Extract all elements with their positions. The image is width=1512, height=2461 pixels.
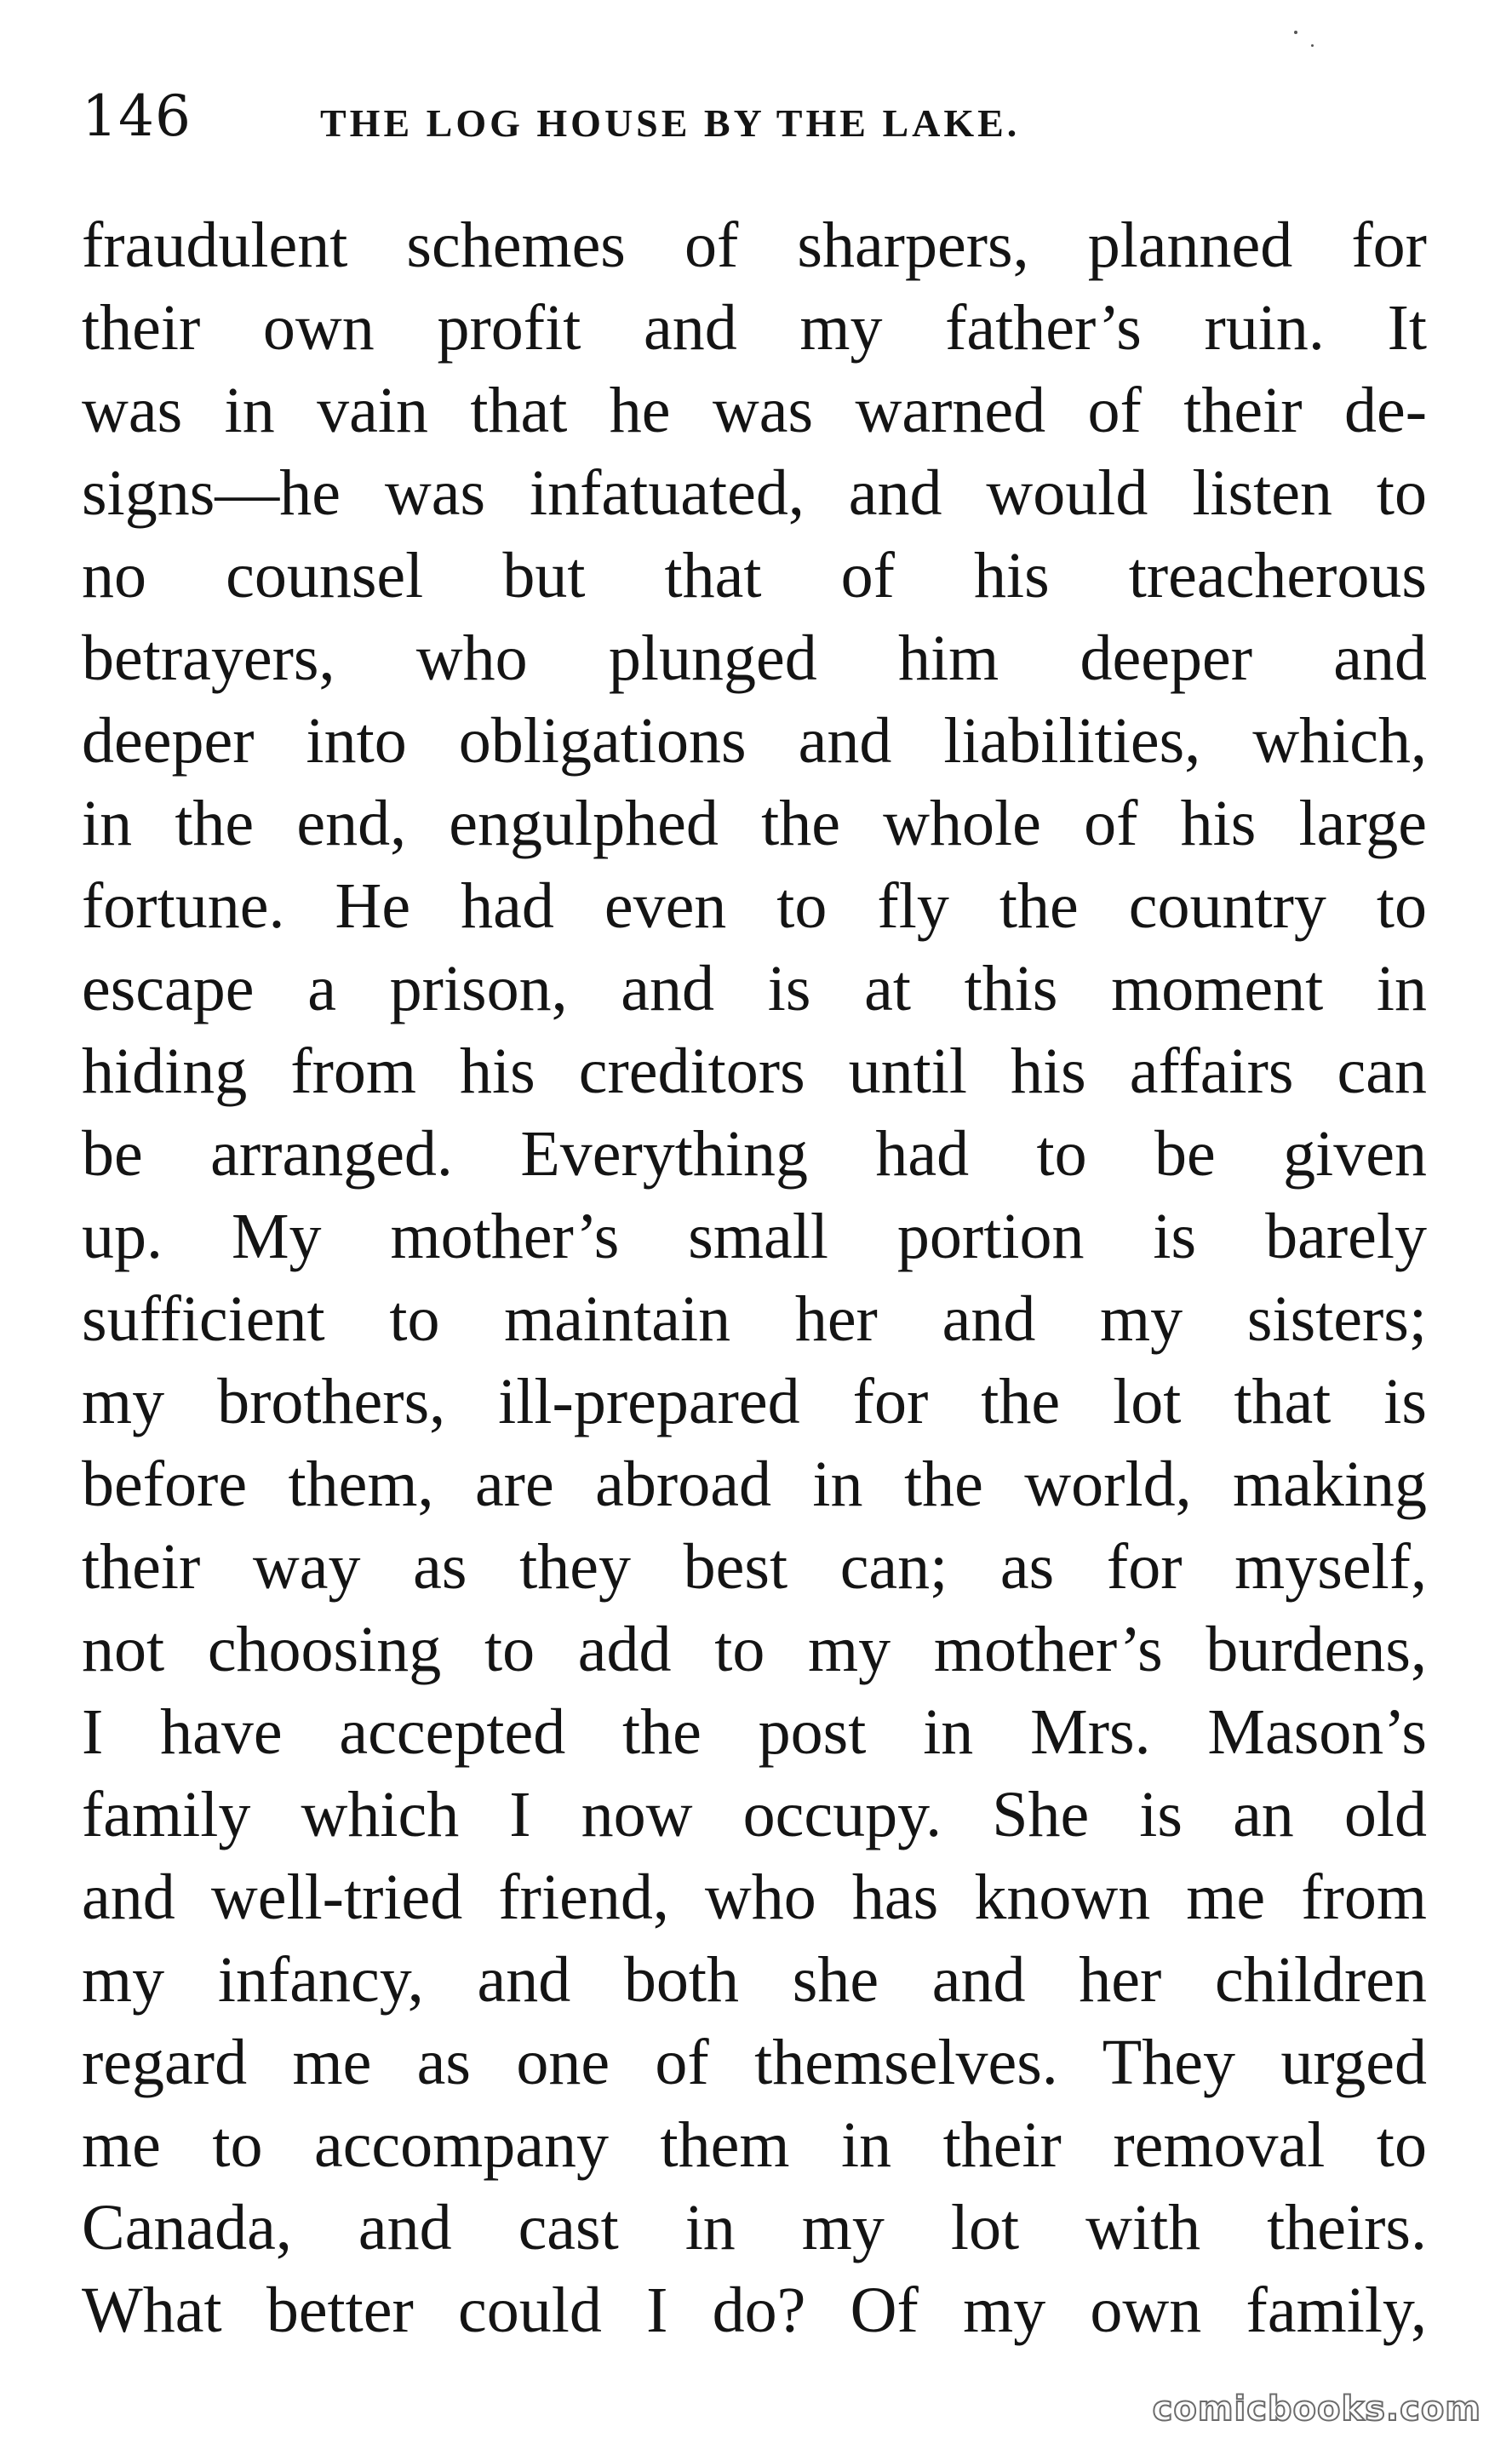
text-line: up. My mother’s small portion is barely — [82, 1201, 1427, 1272]
text-line: my infancy, and both she and her children — [82, 1944, 1427, 2016]
text-line: not choosing to add to my mother’s burdens, — [82, 1614, 1427, 1685]
text-line: escape a prison, and is at this moment in — [82, 953, 1427, 1024]
watermark: comicbooks.com — [1152, 2389, 1481, 2429]
text-line: signs—he was infatuated, and would listen to — [82, 457, 1427, 529]
text-line: their way as they best can; as for myself, — [82, 1531, 1427, 1603]
text-line: before them, are abroad in the world, making — [82, 1448, 1427, 1520]
page-number: 146 — [82, 83, 192, 149]
text-line: betrayers, who plunged him deeper and — [82, 622, 1427, 694]
text-line: Canada, and cast in my lot with theirs. — [82, 2192, 1427, 2263]
text-line: hiding from his creditors until his affairs can — [82, 1035, 1427, 1107]
text-line: regard me as one of themselves. They urged — [82, 2027, 1427, 2098]
running-head: THE LOG HOUSE BY THE LAKE. — [320, 101, 1021, 145]
text-line: me to accompany them in their removal to — [82, 2109, 1427, 2181]
text-line: my brothers, ill-prepared for the lot that is — [82, 1366, 1427, 1437]
scan-speck — [1311, 44, 1314, 47]
text-line: fraudulent schemes of sharpers, planned for — [82, 209, 1427, 281]
scan-speck — [1294, 31, 1297, 34]
text-line: fortune. He had even to fly the country to — [82, 870, 1427, 942]
text-line: sufficient to maintain her and my sisters; — [82, 1283, 1427, 1355]
text-line: was in vain that he was warned of their de- — [82, 375, 1427, 446]
text-line: family which I now occupy. She is an old — [82, 1779, 1427, 1850]
text-line: I have accepted the post in Mrs. Mason’s — [82, 1696, 1427, 1768]
page-header — [82, 78, 1444, 155]
text-line: What better could I do? Of my own family, — [82, 2275, 1427, 2346]
text-line: in the end, engulphed the whole of his large — [82, 788, 1427, 859]
text-line: be arranged. Everything had to be given — [82, 1118, 1427, 1190]
text-line: their own profit and my father’s ruin. It — [82, 292, 1427, 364]
text-line: no counsel but that of his treacherous — [82, 540, 1427, 611]
text-line: and well-tried friend, who has known me from — [82, 1862, 1427, 1933]
body-text — [82, 204, 1427, 2352]
text-line: deeper into obligations and liabilities, which, — [82, 705, 1427, 777]
